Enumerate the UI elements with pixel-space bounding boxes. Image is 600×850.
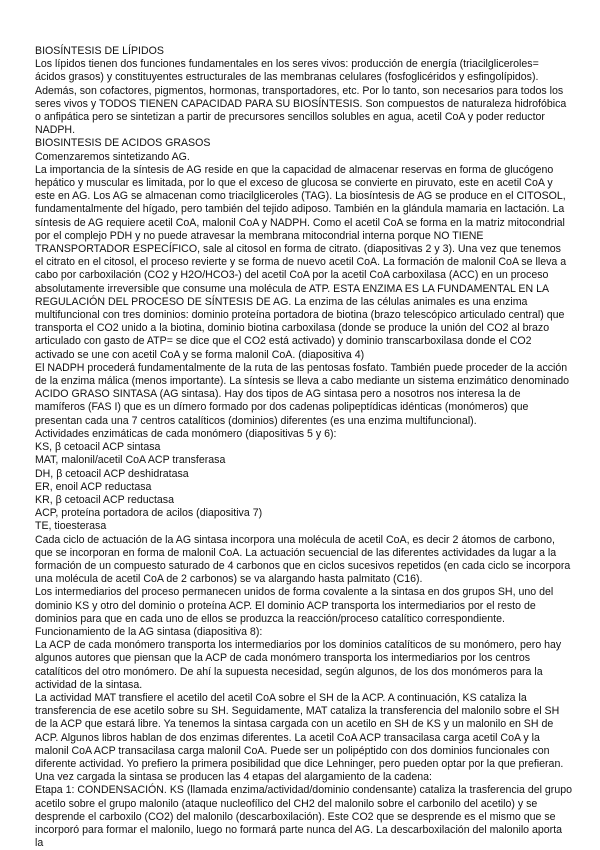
paragraph: Los intermediarios del proceso permanecen unidos de forma covalente a la sintasa en dos grupos SH, uno del dominio KS y otro del dominio o proteína ACP. El dominio ACP transporta los intermediarios por el resto de dominios para que en cada uno de ellos se produzca la reacción/proceso catalítico correspondiente.: [35, 586, 554, 625]
list-heading: Actividades enzimáticas de cada monómero (diapositivas 5 y 6):: [35, 427, 337, 440]
list-item: ER, enoil ACP reductasa: [35, 480, 152, 493]
paragraph: La actividad MAT transfiere el acetilo del acetil CoA sobre el SH de la ACP. A continuación, KS cataliza la transferencia de ese acetilo sobre su SH. Seguidamente, MAT cataliza la transferencia del malonilo sobre el SH de la ACP que estará libre. Ya tenemos la sintasa cargada con un acetilo en SH de KS y un malonilo en SH de ACP. Algunos libros hablan de dos enzimas diferentes. La acetil CoA ACP transacilasa carga acetil CoA y la malonil CoA ACP transacilasa carga malonil CoA. Puede ser un polipéptido con dos dominios funcionales con diferente actividad. Yo prefiero la primera posibilidad que dice Lehninger, pero pueden optar por la que prefieran.: [35, 691, 564, 770]
paragraph: Etapa 1: CONDENSACIÓN. KS (llamada enzima/actividad/dominio condensante) cataliza la trasferencia del grupo acetilo sobre el grupo malonilo (ataque nucleofílico del CH2 del malonilo sobre el carbonilo del acetilo) y se desprende el carboxilo (CO2) del malonilo (descarboxilación). Este CO2 que se desprende es el mismo que se incorporó para formar el malonilo, luego no formará parte nunca del AG. La descarboxilación del malonilo aporta la: [35, 784, 573, 850]
paragraph: La ACP de cada monómero transporta los intermediarios por los dominios catalíticos de su monómero, pero hay algunos autores que piensan que la ACP de cada monómero transporta los intermediarios por los centros catalíticos del otro monómero. De ahí la supuesta necesidad, según algunos, de los dos monómeros para la actividad de la sintasa.: [35, 639, 562, 691]
doc-title: BIOSÍNTESIS DE LÍPIDOS: [35, 45, 164, 57]
paragraph: El NADPH procederá fundamentalmente de la ruta de las pentosas fosfato. También puede proceder de la acción de la enzima málica (menos importante). La síntesis se lleva a cabo mediante un sistema enzimático denominado ACIDO GRASO SINTASA (AG sintasa). Hay dos tipos de AG sintasa pero a nosotros nos interesa la de mamíferos (FAS I) que es un dímero formado por dos cadenas polipeptídicas idénticas (monómeros) que presentan cada una 7 centros catalíticos (dominios) diferentes (es una enzima multifuncional).: [35, 361, 570, 427]
paragraph: La importancia de la síntesis de AG reside en que la capacidad de almacenar reservas en forma de glucógeno hepático y muscular es limitada, por lo que el exceso de glucosa se convierte en piruvato, este en acetil CoA y este en AG. Los AG se almacenan como triacilgliceroles (TAG). La biosíntesis de AG se produce en el CITOSOL, fundamentalmente del hígado, pero también del tejido adiposo. También en la glándula mamaria en lactación. La síntesis de AG requiere acetil CoA, malonil CoA y NADPH. Como el acetil CoA se forma en la matriz mitocondrial por el complejo PDH y no puede atravesar la membrana mitocondrial interna porque NO TIENE TRANSPORTADOR ESPECÍFICO, sale al citosol en forma de citrato. (diapositivas 2 y 3). Una vez que tenemos el citrato en el citosol, el proceso revierte y se forma de nuevo acetil CoA. La formación de malonil CoA se lleva a cabo por carboxilación (CO2 y H2O/HCO3-) del acetil CoA por la acetil CoA carboxilasa (ACC) en un proceso absolutamente irreversible que consume una molécula de ATP. ESTA ENZIMA ES LA FUNDAMENTAL EN LA REGULACIÓN DEL PROCESO DE SÍNTESIS DE AG. La enzima de las células animales es una enzima multifuncional con tres dominios: dominio proteína portadora de biotina (brazo telescópico articulado central) que transporta el CO2 unido a la biotina, dominio biotina carboxilasa (donde se produce la unión del CO2 al brazo articulado con gasto de ATP= se dice que el CO2 está activado) y dominio transcarboxilasa donde el CO2 activado se une con acetil CoA y se forma malonil CoA. (diapositiva 4): [35, 163, 567, 361]
list-item: KR, β cetoacil ACP reductasa: [35, 493, 174, 506]
list-item: MAT, malonil/acetil CoA ACP transferasa: [35, 454, 226, 467]
list-item: ACP, proteína portadora de acilos (diapositiva 7): [35, 507, 263, 520]
section-heading: BIOSINTESIS DE ACIDOS GRASOS: [35, 137, 211, 150]
paragraph: Comenzaremos sintetizando AG.: [35, 150, 190, 163]
paragraph: Cada ciclo de actuación de la AG sintasa incorpora una molécula de acetil CoA, es decir 2 átomos de carbono, que se incorporan en forma de malonil CoA. La actuación secuencial de las diferentes actividades da lugar a la formación de un compuesto saturado de 4 carbonos que en ciclos sucesivos repetidos (en cada ciclo se incorpora una molécula de acetil CoA de 2 carbonos) se va alargando hasta palmitato (C16).: [35, 533, 571, 586]
list-item: DH, β cetoacil ACP deshidratasa: [35, 467, 189, 480]
subheading: Funcionamiento de la AG sintasa (diapositiva 8):: [35, 625, 263, 638]
intro-paragraph: Los lípidos tienen dos funciones fundamentales en los seres vivos: producción de energía (triacilgliceroles= ácidos grasos) y constituyentes estructurales de las membranas celulares (fosfoglicéridos y esfingolípidos). Además, son cofactores, pigmentos, hormonas, transportadores, etc. Por lo tanto, son necesarios para todos los seres vivos y TODOS TIENEN CAPACIDAD PARA SU BIOSÍNTESIS. Son compuestos de naturaleza hidrofóbica o anfipática pero se sintetizan a partir de precursores sencillos solubles en agua, acetil CoA y poder reductor NADPH.: [35, 58, 567, 137]
list-item: TE, tioesterasa: [35, 520, 107, 533]
paragraph: Una vez cargada la sintasa se producen las 4 etapas del alargamiento de la cadena:: [35, 771, 432, 784]
list-item: KS, β cetoacil ACP sintasa: [35, 441, 161, 454]
